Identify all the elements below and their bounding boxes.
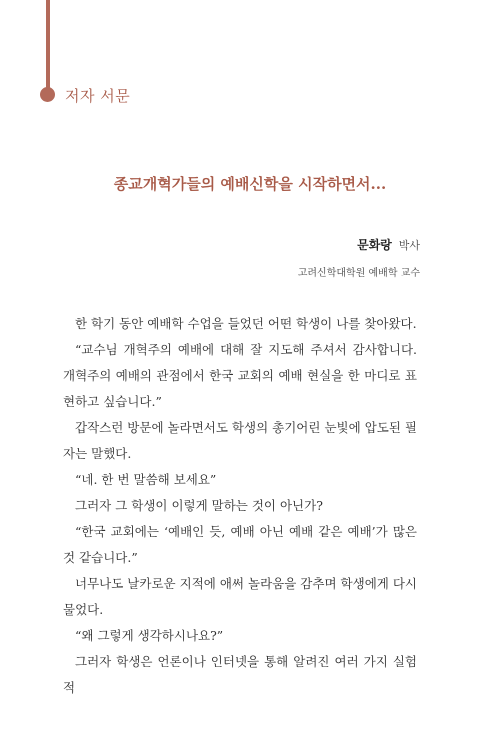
- author-affiliation: 고려신학대학원 예배학 교수: [297, 268, 420, 279]
- paragraph: 너무나도 날카로운 지적에 애써 놀라움을 감추며 학생에게 다시 물었다.: [63, 576, 417, 617]
- bullet-dot-icon: [40, 87, 55, 102]
- author-title: 박사: [398, 239, 420, 252]
- paragraph: “왜 그렇게 생각하시나요?”: [75, 628, 224, 643]
- paragraph: “한국 교회에는 ‘예배인 듯, 예배 아닌 예배 같은 예배’가 많은 것 같습니다.”: [63, 524, 417, 565]
- paragraph: “교수님 개혁주의 예배에 대해 잘 지도해 주셔서 감사합니다. 개혁주의 예배의 관점에서 한국 교회의 예배 현실을 한 마디로 표현하고 싶습니다.”: [63, 342, 417, 409]
- author-line: [357, 236, 420, 253]
- paragraph: 한 학기 동안 예배학 수업을 들었던 어떤 학생이 나를 찾아왔다.: [75, 316, 417, 331]
- paragraph: “네. 한 번 말씀해 보세요”: [75, 472, 217, 487]
- paragraph: 갑작스런 방문에 놀라면서도 학생의 총기어린 눈빛에 압도된 필자는 말했다.: [63, 420, 417, 461]
- body-text: [63, 311, 417, 701]
- paragraph: 그러자 학생은 언론이나 인터넷을 통해 알려진 여러 가지 실험적: [63, 654, 417, 695]
- page-title: 종교개혁가들의 예배신학을 시작하면서...: [113, 175, 387, 194]
- author-name: 문화랑: [357, 238, 392, 252]
- accent-vertical-rule: [46, 0, 50, 92]
- paragraph: 그러자 그 학생이 이렇게 말하는 것이 아닌가?: [75, 498, 323, 513]
- section-label: 저자 서문: [65, 87, 131, 105]
